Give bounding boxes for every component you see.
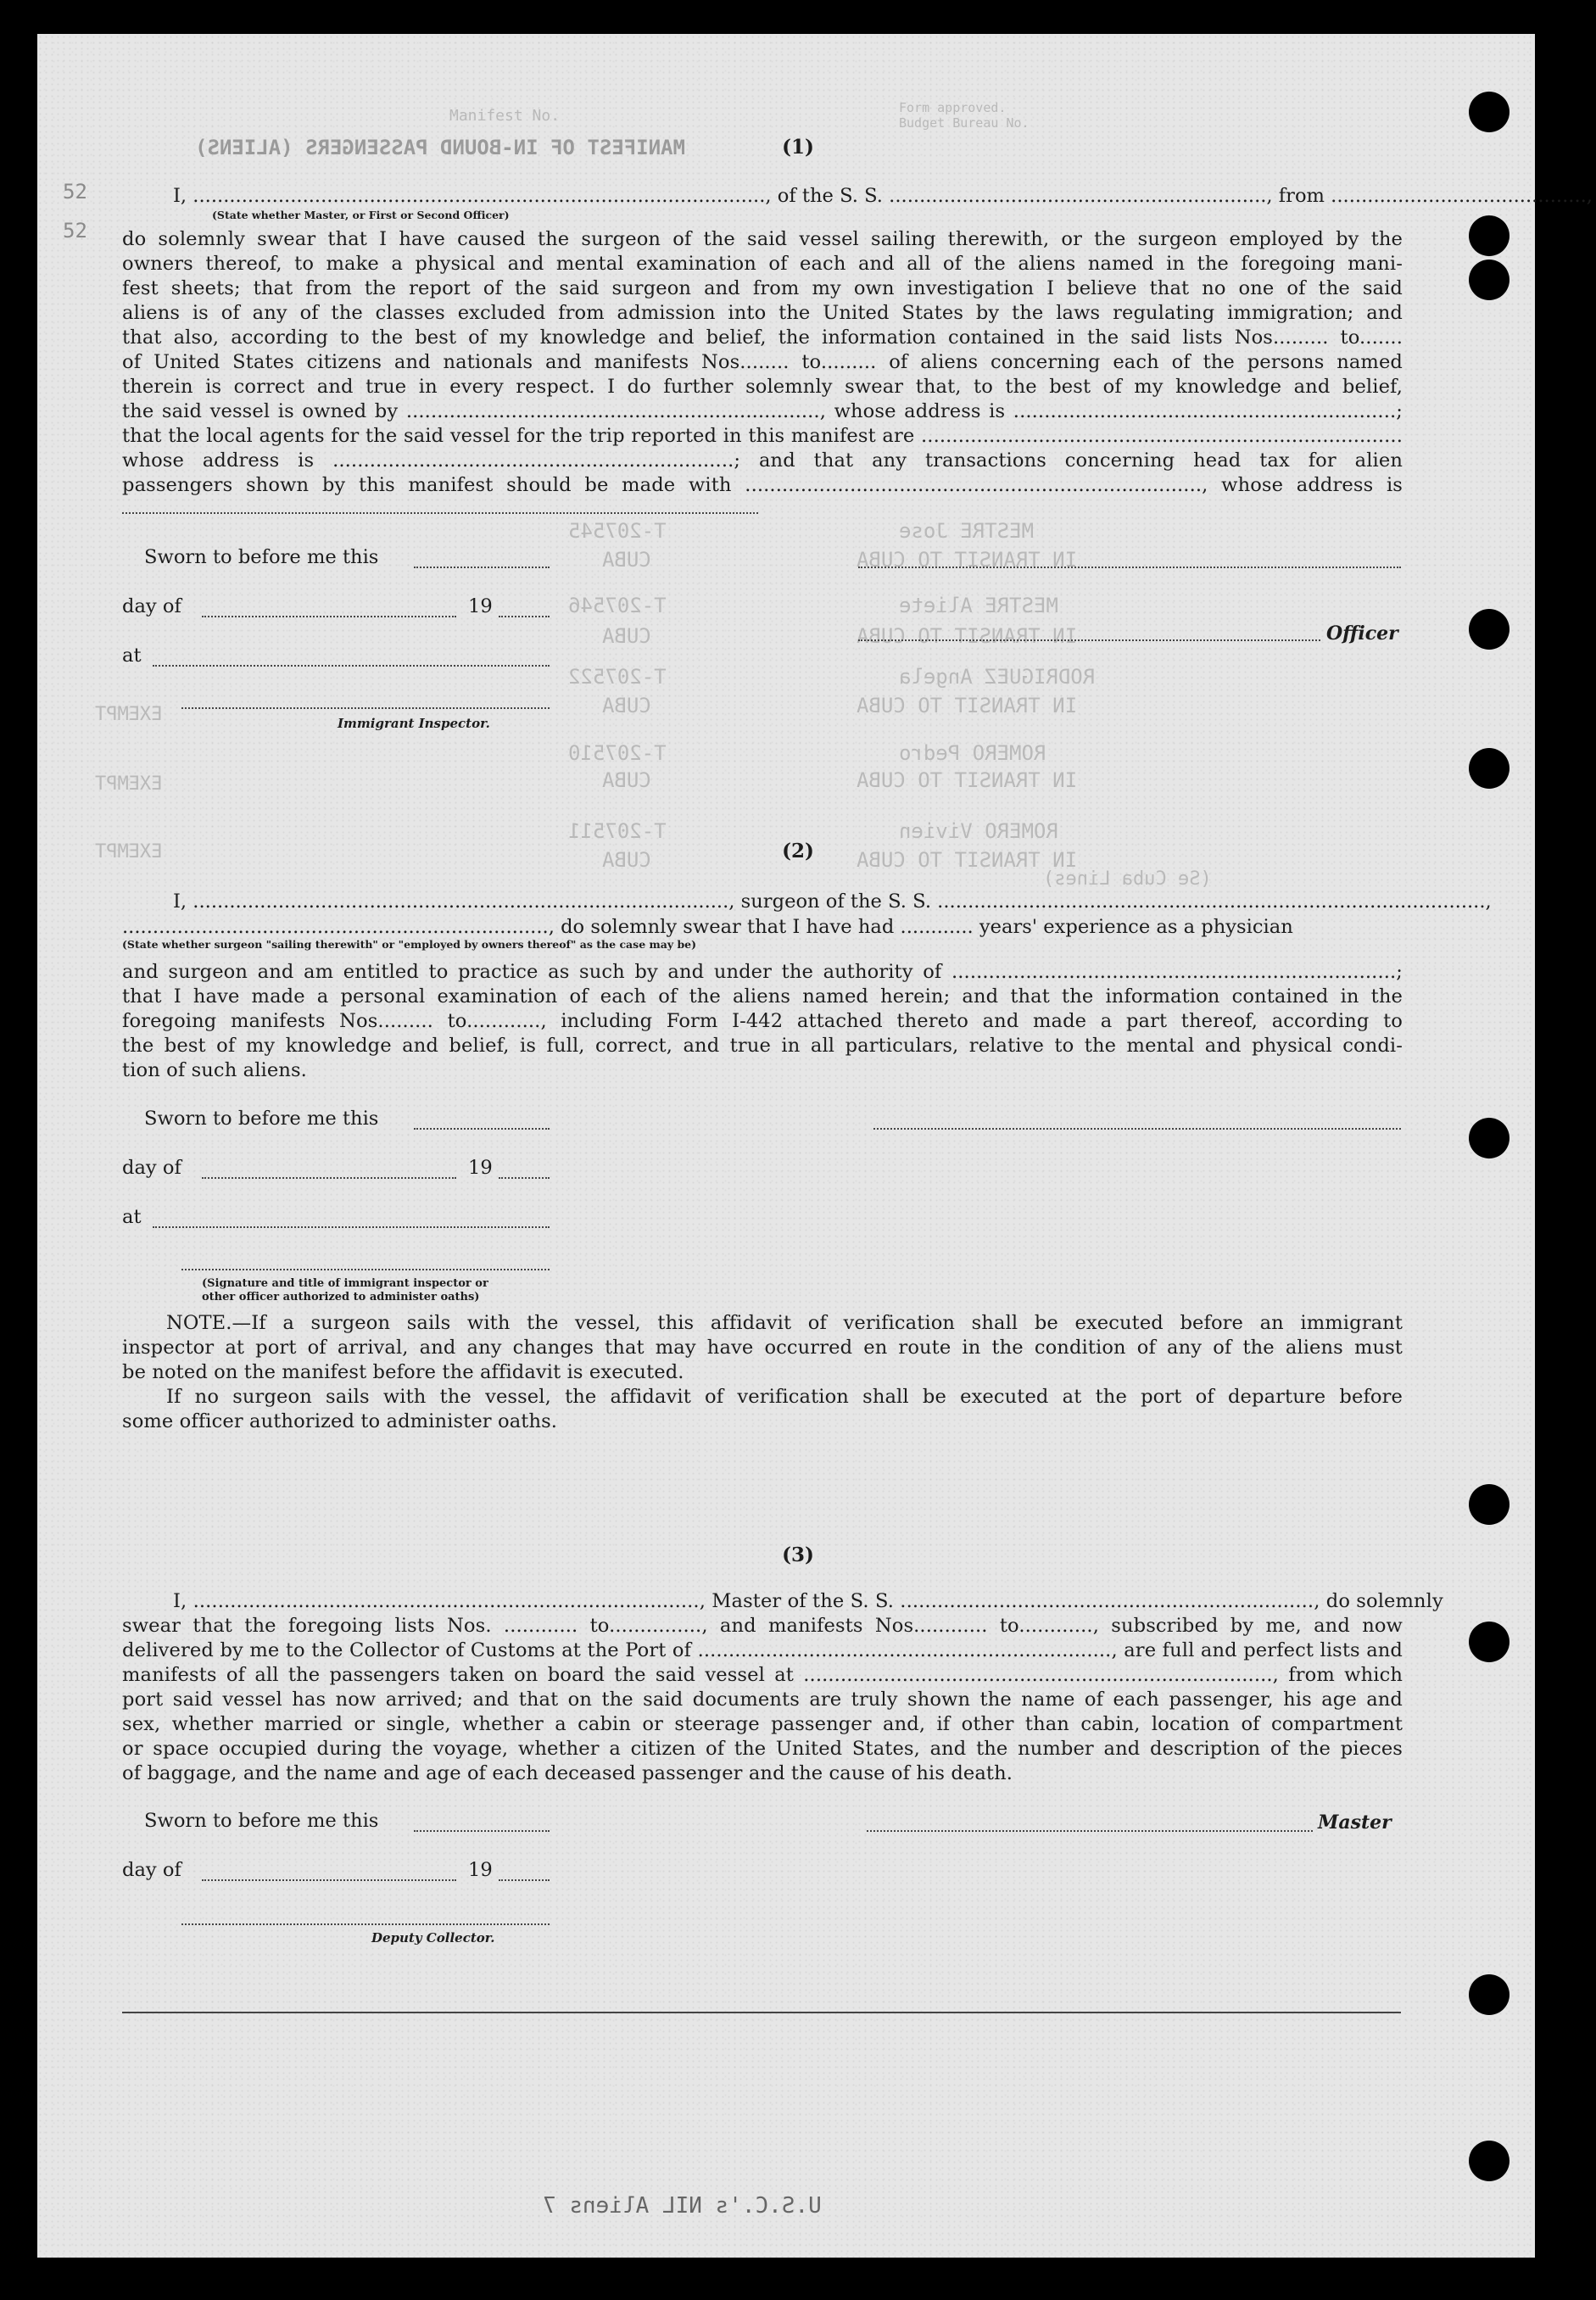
bleed-doc: T-207545 — [568, 519, 667, 543]
section-2-line2: ......................................................................, do solemnly swear that I have had ............ years' experience as a physician — [122, 916, 1293, 938]
year-label-3: 19 — [468, 1859, 493, 1881]
punch-hole-10 — [1469, 2141, 1510, 2181]
section-1-text-line: that the local agents for the said vessel for the trip reported in this manifest are .............................................................................. — [122, 425, 1403, 447]
day-of-label-1: day of — [122, 595, 181, 617]
bleed-name: MESTRE Aliete — [899, 594, 1058, 617]
bleed-country: CUBA — [602, 768, 651, 792]
bleed-dest: IN TRANSIT TO CUBA — [857, 768, 1078, 792]
bleed-country: CUBA — [602, 548, 651, 572]
sworn-label-2: Sworn to before me this — [144, 1108, 379, 1130]
bleed-name: MESTRE Jose — [899, 519, 1034, 543]
section-3-text-line: I, .................................................................................., Master of the S. S. ..................................................................., do solemnly — [173, 1590, 1443, 1612]
sworn-label-3: Sworn to before me this — [144, 1810, 379, 1832]
sworn-date-field-1[interactable] — [414, 567, 550, 568]
note-text-line: If no surgeon sails with the vessel, the affidavit of verification shall be executed at the port of departure before — [166, 1386, 1403, 1408]
bleed-dest: IN TRANSIT TO CUBA — [857, 624, 1078, 648]
day-of-label-3: day of — [122, 1859, 181, 1881]
at-label-2: at — [122, 1206, 142, 1228]
bleed-name: RODRIGUEZ Angela — [899, 665, 1096, 689]
section-1-text-line: owners thereof, to make a physical and mental examination of each and all of the aliens named in the foregoing mani- — [122, 253, 1403, 275]
officer-note: (State whether Master, or First or Second Officer) — [212, 209, 510, 221]
sworn-date-field-3[interactable] — [414, 1830, 550, 1832]
surgeon-signature-field[interactable] — [873, 1128, 1401, 1130]
note-body — [122, 1311, 1403, 1434]
bleed-dest: IN TRANSIT TO CUBA — [857, 694, 1078, 717]
master-signature-field[interactable] — [867, 1830, 1313, 1832]
day-of-field-1[interactable] — [202, 616, 456, 617]
section-2-text-line: and surgeon and am entitled to practice as such by and under the authority of ........................................................................; — [122, 961, 1403, 983]
punch-hole-9 — [1469, 1974, 1510, 2015]
section-3-text-line: sex, whether married or single, whether a cabin or steerage passenger and, if other than cabin, location of compartment — [122, 1713, 1403, 1735]
bleed-country: CUBA — [602, 694, 651, 717]
punch-hole-4 — [1469, 609, 1510, 650]
margin-date-a: 52 — [63, 180, 87, 204]
oath-officer-signature-field[interactable] — [181, 1269, 550, 1270]
bleed-country: CUBA — [602, 848, 651, 872]
sworn-date-field-2[interactable] — [414, 1128, 550, 1130]
section-3-text-line: swear that the foregoing lists Nos. ............ to..............., and manifests Nos............ to............, subscribed by me, and now — [122, 1615, 1403, 1637]
section-1-text-line: passengers shown by this manifest should be made with .........................................................................., whose address is — [122, 474, 1403, 496]
punch-hole-1 — [1469, 92, 1510, 132]
section-1-text-line: fest sheets; that from the report of the said surgeon and from my own investigation I believe that no one of the said — [122, 277, 1403, 299]
officer-caption: Officer — [1326, 622, 1398, 645]
section-1-text-line: the said vessel is owned by ..................................................................., whose address is ..............................................................; — [122, 400, 1403, 422]
section-1-text-line: do solemnly swear that I have caused the surgeon of the said vessel sailing therewith, or the surgeon employed by the — [122, 228, 1403, 250]
day-of-label-2: day of — [122, 1157, 181, 1179]
bleed-name: ROMERO Vivien — [899, 819, 1058, 843]
inspector-caption: Immigrant Inspector. — [338, 716, 490, 731]
section-2-body — [122, 960, 1403, 1083]
section-1-number: (1) — [782, 136, 814, 159]
manifest-no-label: Manifest No. — [449, 107, 561, 125]
section-3-number: (3) — [782, 1544, 814, 1566]
section-3-body — [122, 1589, 1443, 1786]
day-of-field-2[interactable] — [202, 1177, 456, 1179]
punch-hole-8 — [1469, 1622, 1510, 1662]
sig-caption-1: (Signature and title of immigrant inspector or — [202, 1277, 488, 1290]
bleed-ship-note: (Se Cuba Lines) — [1043, 868, 1212, 890]
bleed-dest: IN TRANSIT TO CUBA — [857, 548, 1078, 572]
bleed-name: ROMERO Pedro — [899, 741, 1046, 765]
punch-hole-7 — [1469, 1484, 1510, 1525]
budget-bureau-label: Budget Bureau No. — [899, 115, 1030, 131]
year-field-2[interactable] — [499, 1177, 550, 1179]
bleed-doc: T-207511 — [568, 819, 667, 843]
at-field-2[interactable] — [153, 1226, 550, 1228]
year-field-1[interactable] — [499, 616, 550, 617]
note-text-line: inspector at port of arrival, and any changes that may have occurred en route in the condition of any of the aliens must — [122, 1337, 1403, 1359]
section-3-text-line: or space occupied during the voyage, whether a citizen of the United States, and the number and description of the pieces — [122, 1738, 1403, 1760]
at-label-1: at — [122, 645, 142, 667]
section-2-number: (2) — [782, 840, 814, 862]
section-2-text-line: that I have made a personal examination of each of the aliens named herein; and that the information contained in the — [122, 985, 1403, 1008]
year-field-3[interactable] — [499, 1879, 550, 1881]
inspector-signature-field[interactable] — [181, 707, 550, 709]
section-3-text-line: delivered by me to the Collector of Customs at the Port of ..................................................................., are full and perfect lists and — [122, 1639, 1403, 1661]
bleed-doc: T-207546 — [568, 594, 667, 617]
agent-blank-line[interactable] — [122, 512, 758, 514]
section-2-text-line: foregoing manifests Nos......... to............, including Form I-442 attached thereto and made a part thereof, according to — [122, 1010, 1403, 1032]
section-1-text-line: whose address is .................................................................; and that any transactions concerning head tax for alien — [122, 449, 1403, 472]
collector-signature-field[interactable] — [181, 1923, 550, 1925]
bleed-exempt-2: EXEMPT — [95, 773, 163, 795]
section-1-body — [122, 227, 1403, 498]
bleed-exempt-3: EXEMPT — [95, 841, 163, 862]
sig-caption-2: other officer authorized to administer oaths) — [202, 1291, 480, 1304]
bleed-doc: T-207510 — [568, 741, 667, 765]
punch-hole-2 — [1469, 215, 1510, 256]
bleed-doc: T-207522 — [568, 665, 667, 689]
year-label-2: 19 — [468, 1157, 493, 1179]
collector-caption: Deputy Collector. — [371, 1930, 495, 1946]
note-text-line: be noted on the manifest before the affidavit is executed. — [122, 1361, 684, 1383]
section-2-text-line: the best of my knowledge and belief, is full, correct, and true in all particulars, relative to the mental and physical condi- — [122, 1035, 1403, 1057]
note-text-line: NOTE.—If a surgeon sails with the vessel, this affidavit of verification shall be executed before an immigrant — [166, 1312, 1403, 1334]
surgeon-note: (State whether surgeon "sailing therewith" or "employed by owners thereof" as the case may be) — [122, 938, 697, 951]
section-3-text-line: port said vessel has now arrived; and that on the said documents are truly shown the name of each passenger, his age and — [122, 1689, 1403, 1711]
punch-hole-5 — [1469, 748, 1510, 789]
bleed-country: CUBA — [602, 624, 651, 648]
note-text-line: some officer authorized to administer oaths. — [122, 1410, 558, 1432]
section-1-text-line: that also, according to the best of my knowledge and belief, the information contained in the said lists Nos......... to....... — [122, 327, 1403, 349]
day-of-field-3[interactable] — [202, 1879, 456, 1881]
footer-bleed-text: U.S.C.'s NIL Aliens 7 — [543, 2193, 822, 2219]
form-approved-label: Form approved. — [899, 100, 1007, 115]
section-1-text-line: of United States citizens and nationals and manifests Nos........ to......... of aliens concerning each of the persons named — [122, 351, 1403, 373]
punch-hole-6 — [1469, 1118, 1510, 1158]
sworn-label-1: Sworn to before me this — [144, 546, 379, 568]
officer-signature-field[interactable] — [858, 567, 1401, 568]
margin-date-b: 52 — [63, 219, 87, 243]
master-caption: Master — [1318, 1812, 1392, 1834]
at-field-1[interactable] — [153, 665, 550, 667]
section-2-text-line: tion of such aliens. — [122, 1059, 307, 1081]
section-3-text-line: of baggage, and the name and age of each deceased passenger and the cause of his death. — [122, 1762, 1013, 1784]
punch-hole-3 — [1469, 260, 1510, 300]
section-1-text-line: therein is correct and true in every respect. I do further solemnly swear that, to the best of my knowledge and belief, — [122, 376, 1403, 398]
section-1-line1: I, .............................................................................................., of the S. S. .............................................................., from .........................................., — [173, 185, 1593, 207]
year-label-1: 19 — [468, 595, 493, 617]
officer-line[interactable] — [858, 639, 1320, 641]
section-3-text-line: manifests of all the passengers taken on board the said vessel at ............................................................................, from which — [122, 1664, 1403, 1686]
bleed-dest: IN TRANSIT TO CUBA — [857, 848, 1078, 872]
bleed-title: MANIFEST OF IN-BOUND PASSENGERS (ALIENS) — [195, 136, 685, 159]
bottom-rule — [122, 2012, 1401, 2013]
section-2-line1: I, ........................................................................................, surgeon of the S. S. .........................................................................................., — [173, 890, 1492, 913]
section-1-text-line: aliens is of any of the classes excluded from admission into the United States by the laws regulating immigration; and — [122, 302, 1403, 324]
bleed-exempt-1: EXEMPT — [95, 704, 163, 725]
